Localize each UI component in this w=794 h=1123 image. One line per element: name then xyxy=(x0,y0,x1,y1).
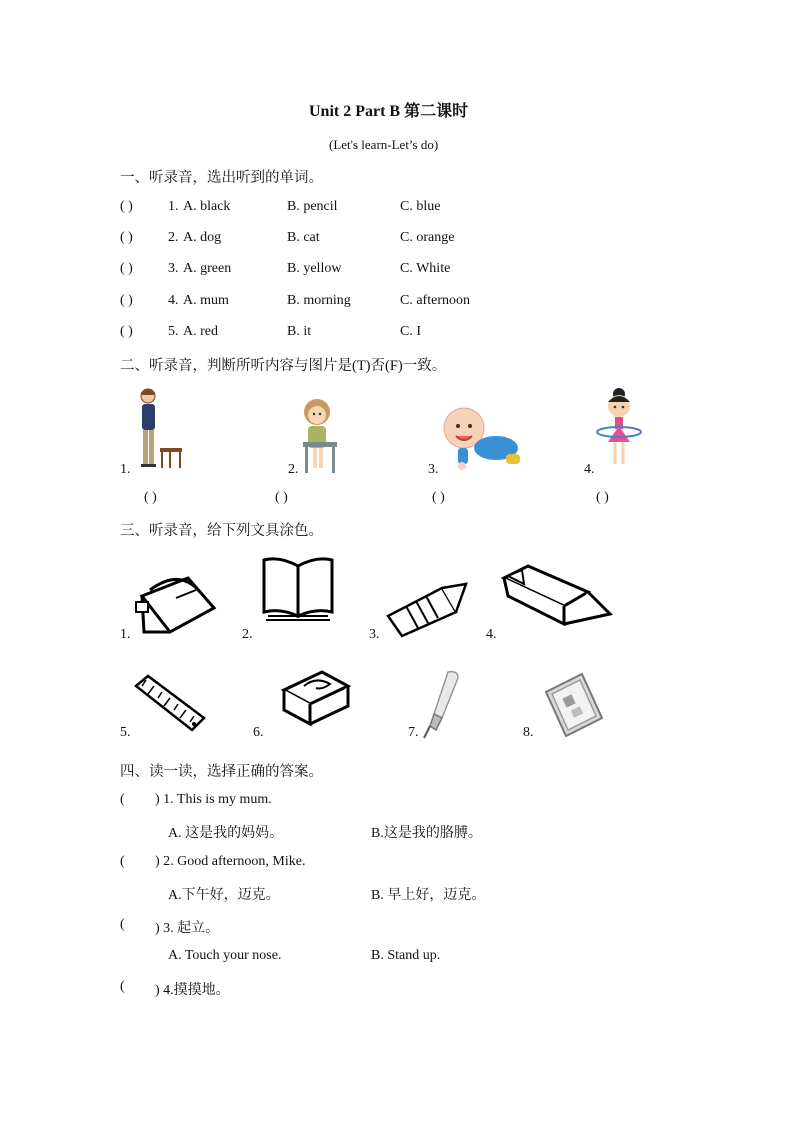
question-text: ) 4.摸摸地。 xyxy=(155,983,230,998)
answer-blank[interactable]: ( ) xyxy=(275,490,288,505)
page-title: Unit 2 Part B 第二课时 xyxy=(309,103,469,120)
picture-label: 3. xyxy=(369,627,380,642)
answer-blank[interactable]: ( xyxy=(120,854,125,869)
book-icon xyxy=(260,556,336,624)
option-c: C. blue xyxy=(400,199,441,214)
option-a: A. black xyxy=(183,199,231,214)
option-c: C. White xyxy=(400,261,451,276)
baby-crawling-icon xyxy=(438,402,528,472)
pencil-icon xyxy=(498,562,614,630)
page-subtitle: (Let's learn-Let’s do) xyxy=(329,137,439,152)
eraser-icon xyxy=(280,666,352,726)
answer-blank[interactable]: ( ) xyxy=(120,199,133,214)
pen-icon xyxy=(418,668,464,740)
answer-blank[interactable]: ( ) xyxy=(120,324,133,339)
picture-label: 2. xyxy=(242,627,253,642)
option-b: B. it xyxy=(287,324,312,339)
answer-blank[interactable]: ( ) xyxy=(432,490,445,505)
crayon-icon xyxy=(382,576,472,636)
picture-label: 4. xyxy=(584,462,595,477)
man-standing-icon xyxy=(132,386,192,470)
answer-blank[interactable]: ( xyxy=(120,792,125,807)
question-text: ) 1. This is my mum. xyxy=(155,792,272,807)
option-b: B. yellow xyxy=(287,261,342,276)
question-number: 3. xyxy=(168,261,179,276)
question-number: 4. xyxy=(168,293,179,308)
option-a: A. dog xyxy=(183,230,222,245)
option-b: B.这是我的胳膊。 xyxy=(371,826,482,841)
answer-blank[interactable]: ( ) xyxy=(120,230,133,245)
option-a: A. mum xyxy=(183,293,229,308)
girl-dancing-icon xyxy=(594,386,644,472)
option-a: A. red xyxy=(183,324,218,339)
question-text: ) 2. Good afternoon, Mike. xyxy=(155,854,306,869)
girl-sitting-icon xyxy=(297,396,343,476)
picture-label: 1. xyxy=(120,462,131,477)
option-a: A. green xyxy=(183,261,232,276)
option-a: A. Touch your nose. xyxy=(168,948,282,963)
answer-blank[interactable]: ( ) xyxy=(596,490,609,505)
option-c: C. I xyxy=(400,324,421,339)
picture-label: 6. xyxy=(253,725,264,740)
picture-label: 2. xyxy=(288,462,299,477)
section-4-heading: 四、读一读，选择正确的答案。 xyxy=(120,764,323,780)
picture-label: 1. xyxy=(120,627,131,642)
answer-blank[interactable]: ( xyxy=(120,917,125,932)
option-c: C. orange xyxy=(400,230,455,245)
picture-label: 5. xyxy=(120,725,131,740)
section-1-heading: 一、听录音，选出听到的单词。 xyxy=(120,170,323,186)
option-c: C. afternoon xyxy=(400,293,470,308)
picture-label: 7. xyxy=(408,725,419,740)
option-a: A.下午好，迈克。 xyxy=(168,888,280,903)
question-number: 5. xyxy=(168,324,179,339)
picture-label: 8. xyxy=(523,725,534,740)
answer-blank[interactable]: ( ) xyxy=(144,490,157,505)
section-3-heading: 三、听录音，给下列文具涂色。 xyxy=(120,523,323,539)
pencil-box-icon xyxy=(542,670,606,740)
ruler-icon xyxy=(132,674,208,736)
question-text: ) 3. 起立。 xyxy=(155,921,220,936)
option-a: A. 这是我的妈妈。 xyxy=(168,826,284,841)
option-b: B. 早上好，迈克。 xyxy=(371,888,486,903)
section-2-heading: 二、听录音，判断所听内容与图片是(T)否(F)一致。 xyxy=(120,358,447,374)
option-b: B. Stand up. xyxy=(371,948,441,963)
answer-blank[interactable]: ( xyxy=(120,979,125,994)
bag-icon xyxy=(130,568,220,640)
picture-label: 4. xyxy=(486,627,497,642)
answer-blank[interactable]: ( ) xyxy=(120,261,133,276)
option-b: B. morning xyxy=(287,293,351,308)
picture-label: 3. xyxy=(428,462,439,477)
option-b: B. cat xyxy=(287,230,320,245)
answer-blank[interactable]: ( ) xyxy=(120,293,133,308)
option-b: B. pencil xyxy=(287,199,338,214)
question-number: 2. xyxy=(168,230,179,245)
question-number: 1. xyxy=(168,199,179,214)
